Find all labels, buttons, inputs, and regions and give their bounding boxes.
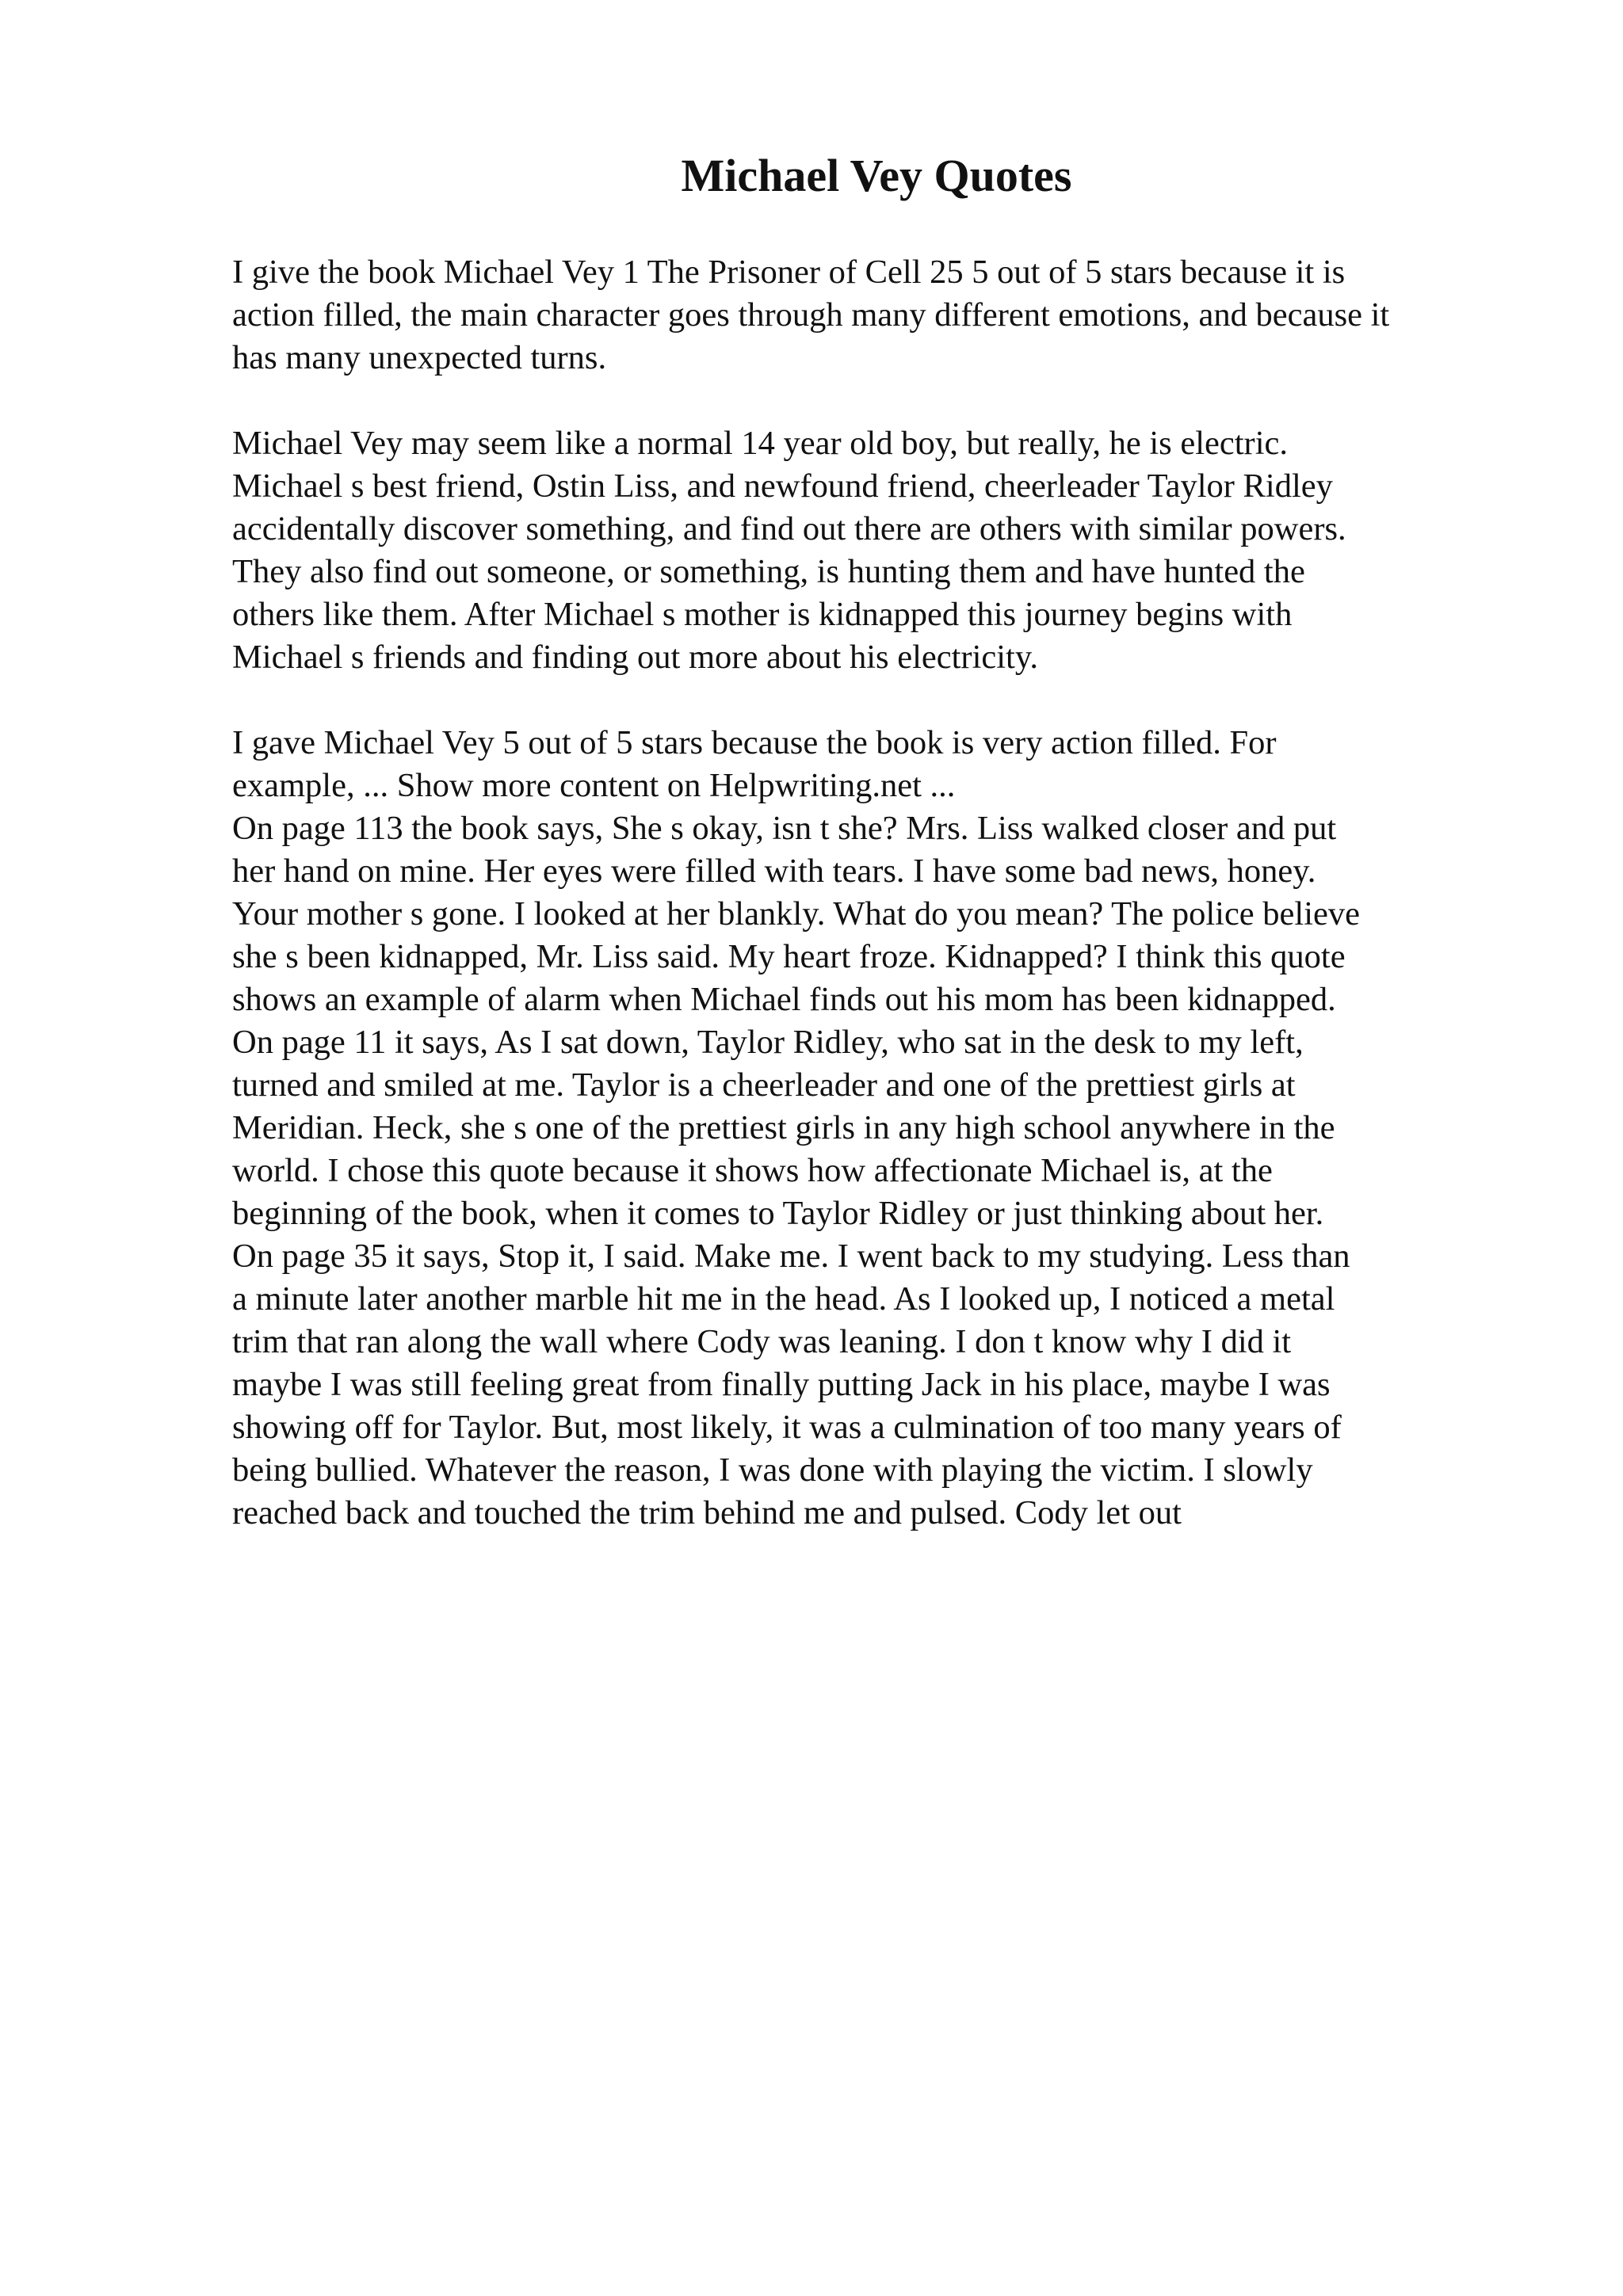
text-line: action filled, the main character goes through many different emotions, and because it [232, 296, 1390, 334]
text-line: beginning of the book, when it comes to Taylor Ridley or just thinking about her. [232, 1195, 1324, 1232]
text-line: accidentally discover something, and find out there are others with similar powers. [232, 510, 1346, 547]
text-line: Michael Vey may seem like a normal 14 year old boy, but really, he is electric. [232, 425, 1289, 462]
document-title: Michael Vey Quotes [681, 150, 1072, 201]
text-line: Meridian. Heck, she s one of the prettiest girls in any high school anywhere in the [232, 1109, 1335, 1146]
text-line: I gave Michael Vey 5 out of 5 stars because the book is very action filled. For [232, 724, 1277, 761]
text-line: On page 35 it says, Stop it, I said. Make me. I went back to my studying. Less than [232, 1238, 1350, 1275]
text-line: showing off for Taylor. But, most likely, it was a culmination of too many years of [232, 1409, 1342, 1446]
text-line: turned and smiled at me. Taylor is a cheerleader and one of the prettiest girls at [232, 1066, 1296, 1104]
text-line: others like them. After Michael s mother is kidnapped this journey begins with [232, 596, 1293, 633]
text-line: world. I chose this quote because it shows how affectionate Michael is, at the [232, 1152, 1273, 1189]
text-line: shows an example of alarm when Michael finds out his mom has been kidnapped. [232, 981, 1336, 1018]
text-line: she s been kidnapped, Mr. Liss said. My heart froze. Kidnapped? I think this quote [232, 938, 1346, 975]
text-line: being bullied. Whatever the reason, I was done with playing the victim. I slowly [232, 1451, 1313, 1489]
text-line: Michael s best friend, Ostin Liss, and newfound friend, cheerleader Taylor Ridley [232, 467, 1333, 505]
text-line: trim that ran along the wall where Cody was leaning. I don t know why I did it [232, 1323, 1292, 1360]
text-line: maybe I was still feeling great from finally putting Jack in his place, maybe I was [232, 1366, 1331, 1403]
text-line: On page 11 it says, As I sat down, Taylor Ridley, who sat in the desk to my left, [232, 1024, 1304, 1061]
text-line: her hand on mine. Her eyes were filled with tears. I have some bad news, honey. [232, 852, 1316, 890]
text-line: On page 113 the book says, She s okay, isn t she? Mrs. Liss walked closer and put [232, 810, 1337, 847]
text-line: They also find out someone, or something, is hunting them and have hunted the [232, 553, 1305, 590]
text-line: example, ... Show more content on Helpwriting.net ... [232, 767, 956, 804]
text-line: a minute later another marble hit me in the head. As I looked up, I noticed a metal [232, 1280, 1335, 1318]
text-line: I give the book Michael Vey 1 The Prisoner of Cell 25 5 out of 5 stars because it is [232, 254, 1346, 291]
text-line: Your mother s gone. I looked at her blankly. What do you mean? The police believe [232, 895, 1361, 933]
text-line: reached back and touched the trim behind me and pulsed. Cody let out [232, 1494, 1182, 1531]
text-line: has many unexpected turns. [232, 339, 607, 376]
text-line: Michael s friends and finding out more about his electricity. [232, 639, 1038, 676]
